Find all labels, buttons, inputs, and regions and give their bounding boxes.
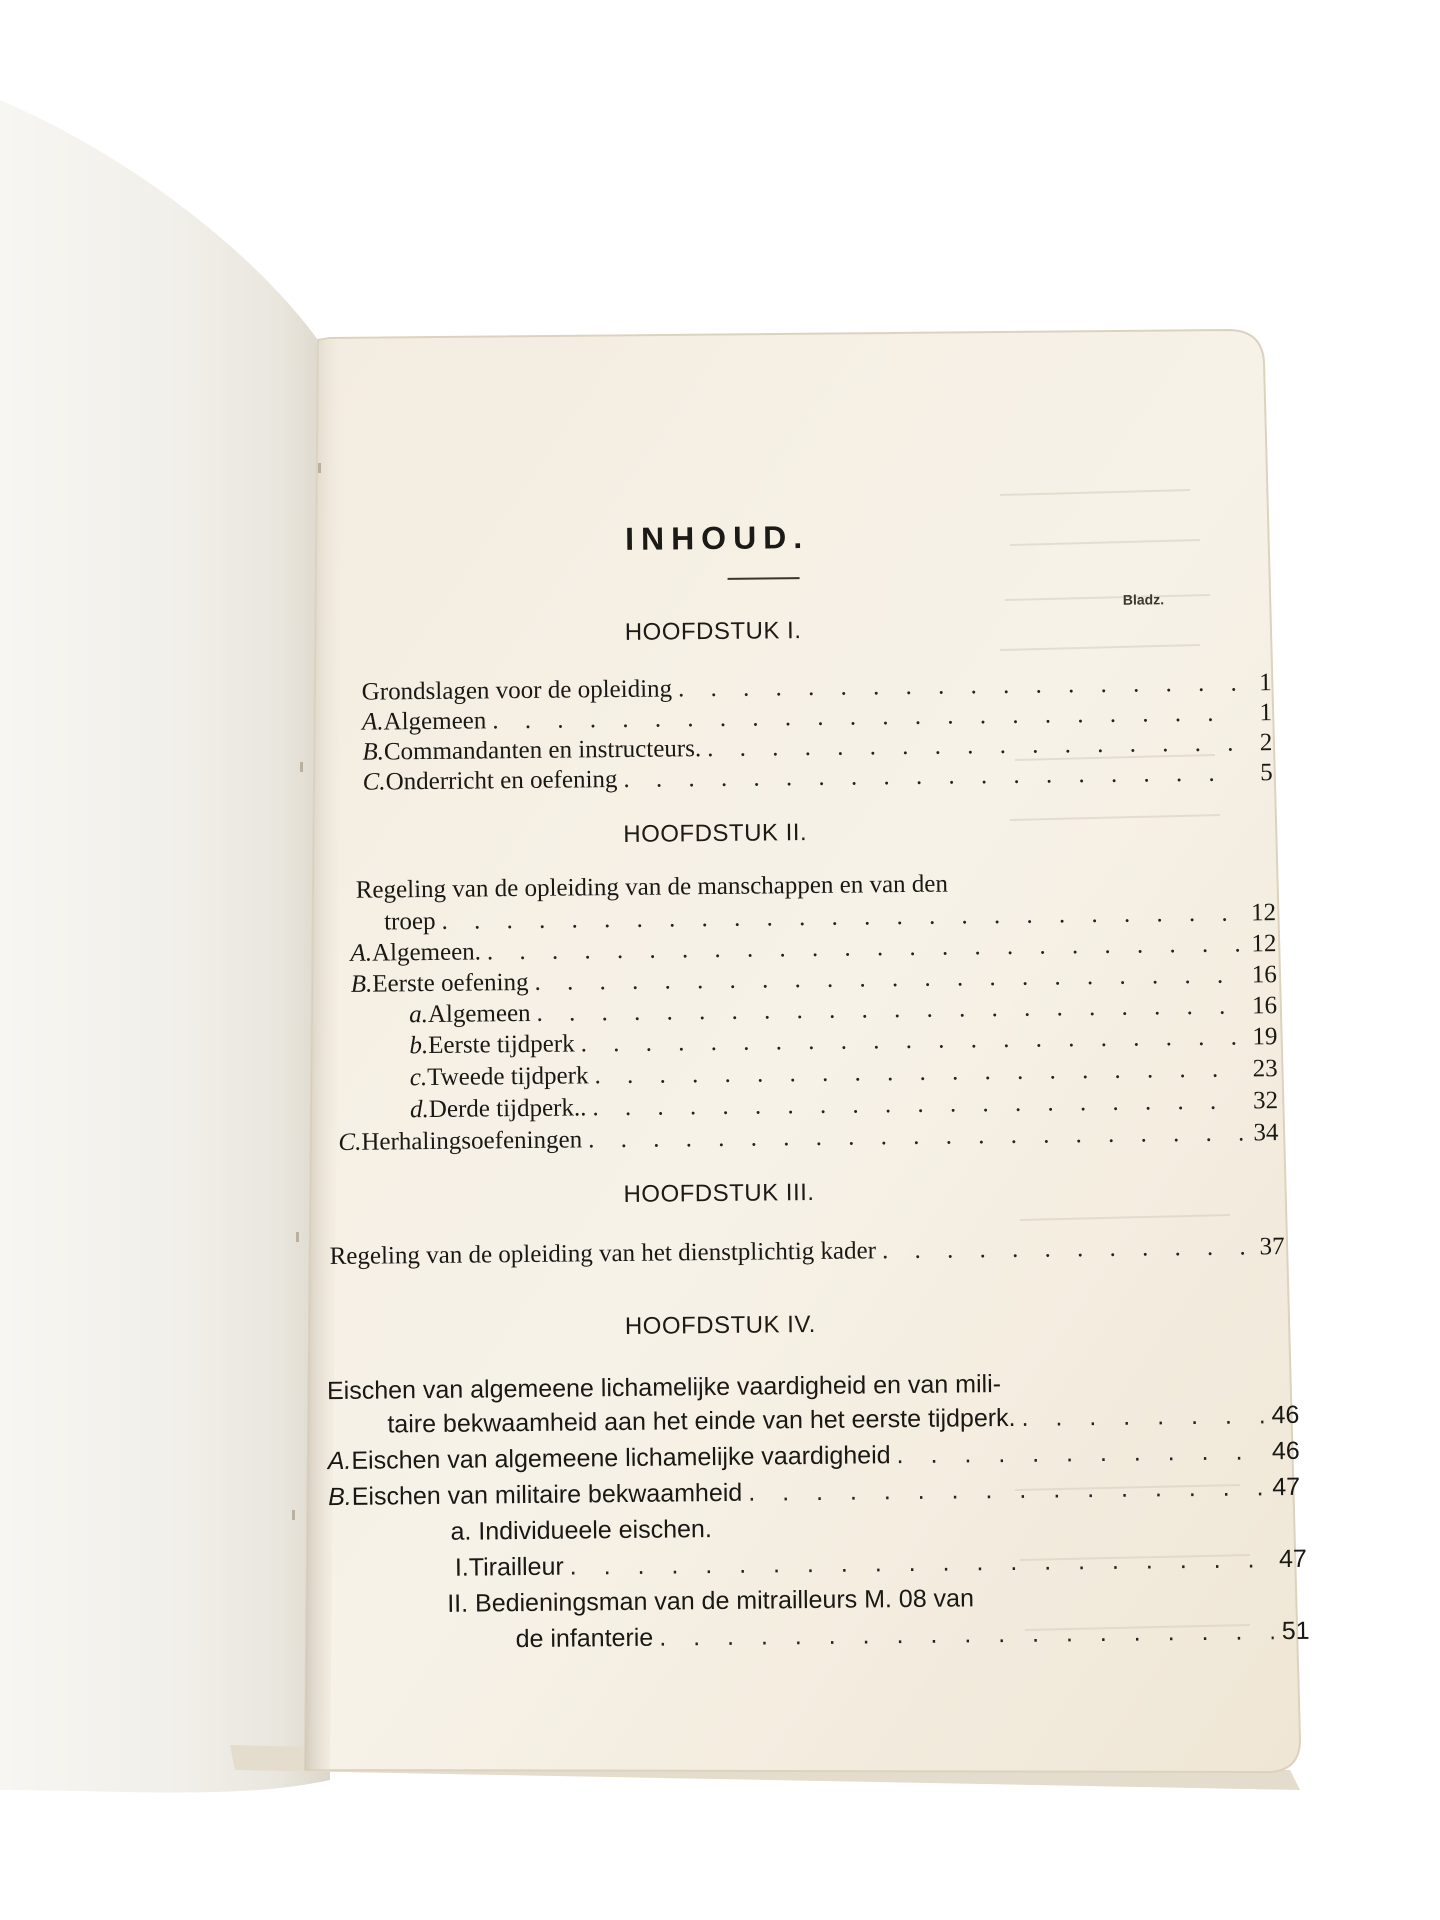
toc-entry-label: Onderricht en oefening xyxy=(385,766,618,796)
leader-dots xyxy=(588,1118,1243,1155)
toc-entry-letter: B. xyxy=(328,1482,352,1512)
toc-entry xyxy=(515,1616,1309,1654)
stitch-mark xyxy=(292,1510,295,1520)
stitch-mark xyxy=(296,1232,299,1242)
toc-entry-label: Eerste oefening xyxy=(372,968,529,998)
toc-entry-label: Derde tijdperk.. xyxy=(428,1094,587,1124)
chapter-heading: HOOFDSTUK I. xyxy=(624,617,802,646)
toc-entry-label: Tweede tijdperk xyxy=(426,1062,589,1092)
toc-entry-page: 1 xyxy=(1259,669,1272,697)
toc-entry-page: 46 xyxy=(1271,1400,1300,1430)
toc-entry-page: 32 xyxy=(1252,1087,1279,1115)
toc-entry-letter: A. xyxy=(350,939,373,967)
leader-dots xyxy=(592,1086,1242,1123)
toc-entry-label: troep xyxy=(383,907,436,936)
chapter-heading: HOOFDSTUK III. xyxy=(623,1178,815,1208)
toc-entry-label: Eerste tijdperk xyxy=(428,1030,575,1060)
toc-entry-page: 12 xyxy=(1250,899,1277,927)
toc-entry-letter: C. xyxy=(362,768,386,796)
toc-entry-label: Algemeen. xyxy=(371,938,482,967)
leader-dots xyxy=(748,1472,1264,1507)
toc-entry-letter: I. xyxy=(454,1553,469,1582)
toc-entry-page: 16 xyxy=(1251,992,1278,1020)
toc-entry-page: 47 xyxy=(1278,1544,1308,1574)
toc-entry-label: taire bekwaamheid aan het einde van het eerste tijdperk. xyxy=(387,1403,1016,1439)
page-title: INHOUD. xyxy=(624,518,810,557)
chapter-heading: HOOFDSTUK IV. xyxy=(624,1310,817,1340)
leader-dots xyxy=(623,759,1236,795)
toc-entry-label: Grondslagen voor de opleiding xyxy=(361,675,673,706)
toc-entry-letter: A. xyxy=(361,708,384,736)
toc-entry-intro: Eischen van algemeene lichamelijke vaardigheid en van mili- xyxy=(326,1370,1002,1406)
toc-entry-page: 23 xyxy=(1252,1055,1278,1083)
toc-entry-letter: a. xyxy=(408,1001,429,1029)
toc-entry-label: Herhalingsoefeningen xyxy=(361,1126,583,1156)
toc-entry-intro: Regeling van de opleiding van de manschappen en van den xyxy=(355,870,949,904)
stitch-mark xyxy=(300,762,303,772)
toc-entry-label: Eischen van algemeene lichamelijke vaardigheid xyxy=(351,1441,891,1475)
toc-entry-letter: C. xyxy=(338,1128,362,1156)
leader-dots xyxy=(882,1232,1249,1266)
leader-dots xyxy=(1021,1400,1263,1433)
toc-entry xyxy=(328,1436,1300,1476)
leader-dots xyxy=(570,1544,1271,1581)
toc-entry-page: 51 xyxy=(1281,1616,1310,1646)
toc-entry-page: 47 xyxy=(1272,1472,1301,1502)
toc-entry-label: Commandanten en instructeurs. xyxy=(383,735,702,766)
toc-entry-subheading: a. Individueele eischen. xyxy=(450,1515,712,1546)
toc-entry-label: Eischen van militaire bekwaamheid xyxy=(351,1478,743,1511)
page-column-label: Bladz. xyxy=(1122,591,1165,608)
toc-entry-page: 34 xyxy=(1253,1119,1279,1147)
toc-entry-letter: B. xyxy=(350,970,373,998)
leader-dots xyxy=(581,1022,1242,1059)
toc-entry-page: 46 xyxy=(1271,1436,1300,1466)
toc-entry xyxy=(387,1400,1299,1440)
toc-entry-page: 2 xyxy=(1259,729,1273,757)
leader-dots xyxy=(659,1616,1274,1652)
leader-dots xyxy=(896,1436,1263,1470)
toc-entry-letter: b. xyxy=(409,1032,429,1060)
toc-entry-page: 12 xyxy=(1251,930,1277,958)
toc-entry-page: 16 xyxy=(1251,961,1277,989)
toc-entry-letter: c. xyxy=(409,1064,428,1092)
chapter-heading: HOOFDSTUK II. xyxy=(623,819,808,848)
toc-entry xyxy=(328,1472,1300,1512)
leader-dots xyxy=(594,1054,1242,1091)
toc-entry-page: 5 xyxy=(1259,759,1273,787)
toc-entry-subheading: II. Bedieningsman van de mitrailleurs M. 08 van xyxy=(447,1584,975,1618)
toc-entry-letter: A. xyxy=(327,1446,352,1476)
toc-entry-label: Algemeen xyxy=(383,707,487,736)
toc-entry-page: 37 xyxy=(1259,1233,1285,1261)
title-rule xyxy=(728,577,800,580)
stitch-mark xyxy=(318,463,321,473)
toc-entry-label: Algemeen xyxy=(427,999,531,1029)
toc-entry-label: Regeling van de opleiding van het dienstplichtig kader xyxy=(329,1237,877,1271)
toc-entry-label: de infanterie xyxy=(515,1623,654,1654)
toc-entry-label: Tirailleur xyxy=(468,1552,564,1582)
toc-entry-page: 1 xyxy=(1259,699,1273,727)
left-page-shape xyxy=(0,100,330,1793)
toc-entry xyxy=(455,1544,1307,1583)
toc-entry-letter: B. xyxy=(362,738,385,766)
toc-entry-page: 19 xyxy=(1252,1023,1278,1051)
toc-page xyxy=(326,326,1315,1766)
toc-entry-letter: d. xyxy=(409,1096,429,1124)
toc-entry xyxy=(329,1232,1284,1272)
